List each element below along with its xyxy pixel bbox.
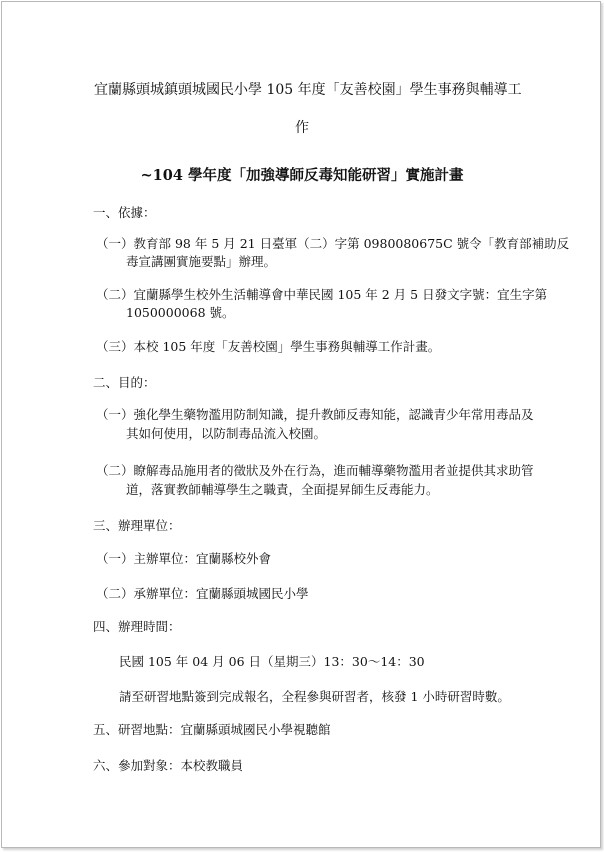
doc-title-line2: 作 (295, 120, 309, 136)
document-page (1, 1, 601, 848)
purpose-item-1-cont: 其如何使用，以防制毒品流入校園。 (126, 426, 327, 441)
doc-title-line1: 宜蘭縣頭城鎮頭城國民小學 105 年度「友善校園」學生事務與輔導工 (94, 82, 522, 98)
section-organizers-heading: 三、辦理單位： (93, 518, 181, 533)
section-time-heading: 四、辦理時間： (93, 619, 181, 634)
registration-note: 請至研習地點簽到完成報名，全程參與研習者，核發 1 小時研習時數。 (119, 689, 510, 704)
section-purpose-heading: 二、目的： (93, 375, 156, 390)
section-basis-heading: 一、依據： (93, 205, 156, 220)
purpose-item-2-cont: 道，落實教師輔導學生之職責，全面提昇師生反毒能力。 (126, 482, 439, 497)
basis-item-1: （一）教育部 98 年 5 月 21 日臺軍（二）字第 0980080675C 號令「教育部補助反 (96, 236, 570, 251)
section-location: 五、研習地點：宜蘭縣頭城國民小學視聽館 (93, 722, 331, 737)
basis-item-2: （二）宜蘭縣學生校外生活輔導會中華民國 105 年 2 月 5 日發文字號：宜生字第 (96, 287, 548, 302)
purpose-item-2: （二）瞭解毒品施用者的徵狀及外在行為，進而輔導藥物濫用者並提供其求助管 (96, 463, 534, 478)
event-date-time: 民國 105 年 04 月 06 日（星期三）13：30～14：30 (119, 654, 425, 669)
basis-item-1-cont: 毒宣講團實施要點」辦理。 (126, 254, 277, 269)
purpose-item-1: （一）強化學生藥物濫用防制知識，提升教師反毒知能，認識青少年常用毒品及 (96, 407, 534, 422)
organizer-host: （一）主辦單位：宜蘭縣校外會 (96, 551, 272, 566)
basis-item-2-cont: 1050000068 號。 (126, 305, 235, 320)
basis-item-3: （三）本校 105 年度「友善校園」學生事務與輔導工作計畫。 (96, 339, 441, 354)
section-participants: 六、參加對象：本校教職員 (93, 758, 244, 773)
doc-subtitle: ~104 學年度「加強導師反毒知能研習」實施計畫 (140, 167, 464, 184)
organizer-undertaker: （二）承辦單位：宜蘭縣頭城國民小學 (96, 586, 309, 601)
